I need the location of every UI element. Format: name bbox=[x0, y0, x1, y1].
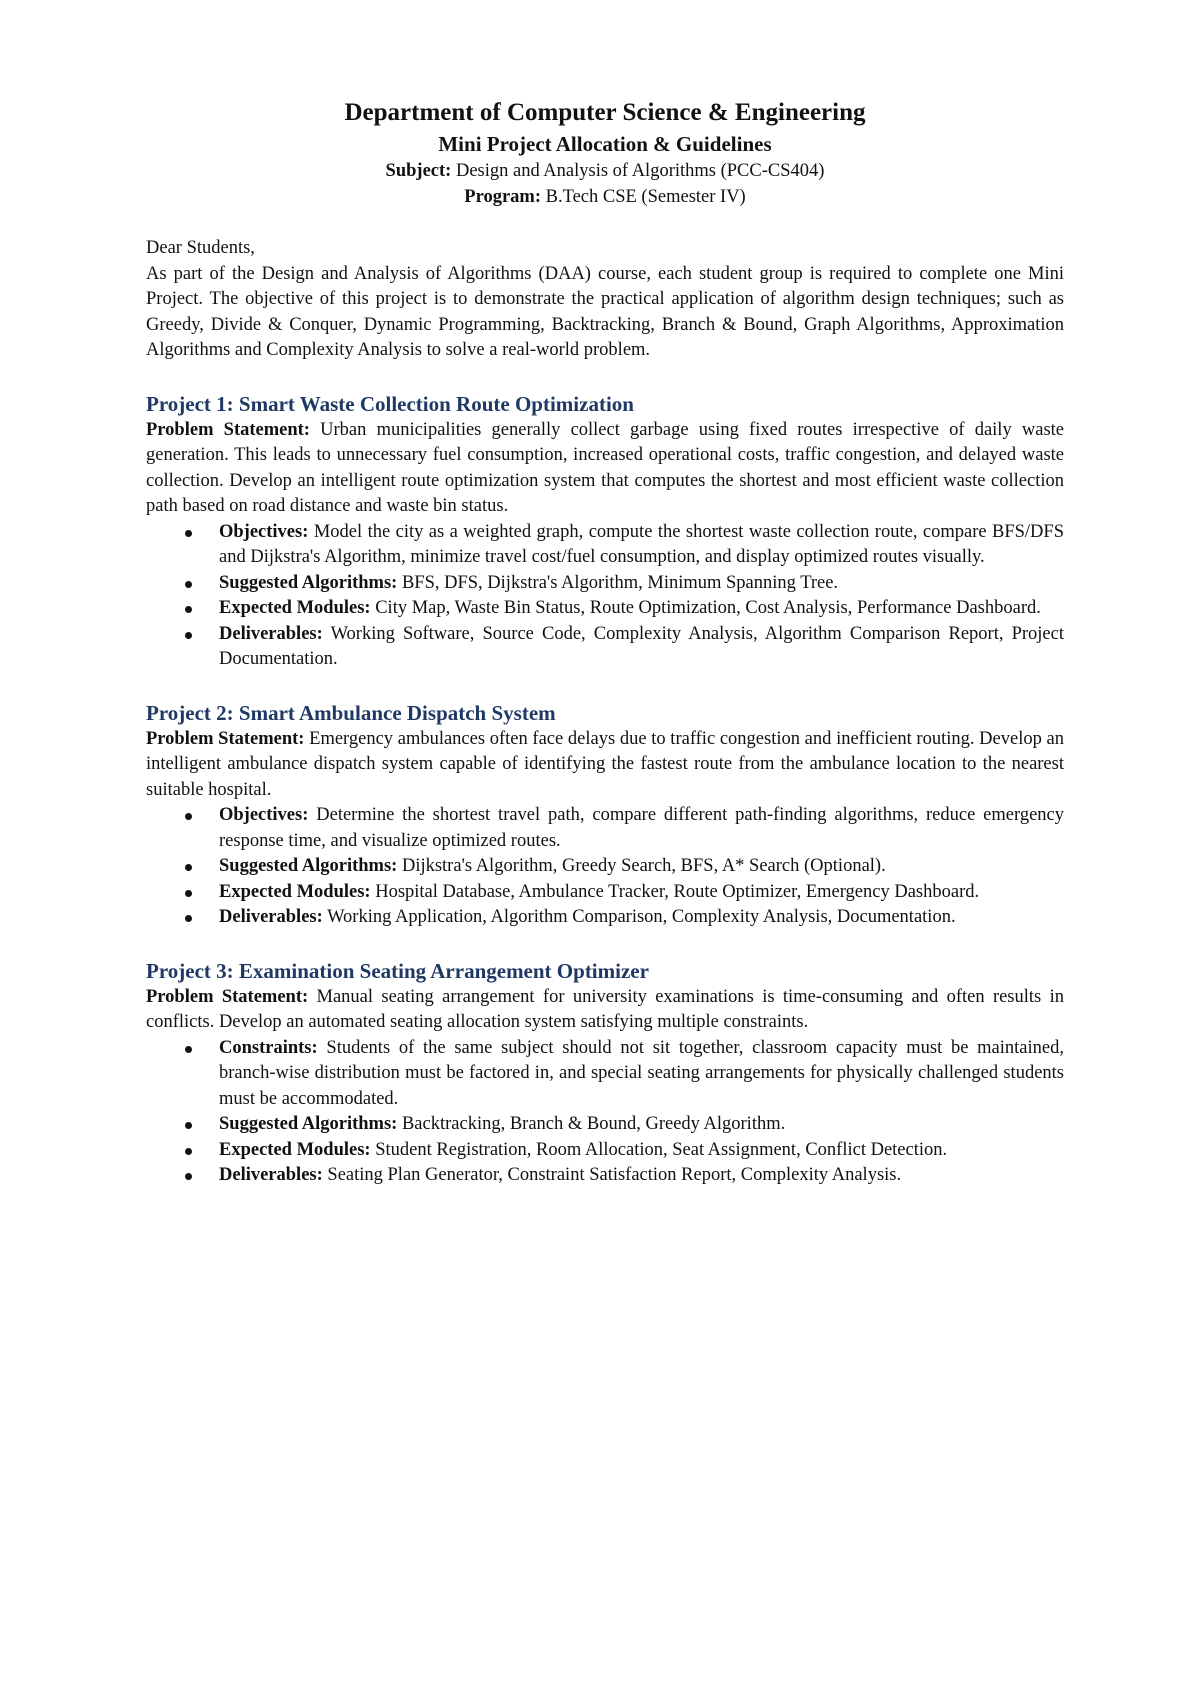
project-bullet-list bbox=[146, 520, 1064, 673]
bullet-deliverables bbox=[219, 622, 1064, 673]
project-section bbox=[146, 957, 1064, 1189]
bullet-label: Expected Modules: bbox=[219, 1139, 371, 1160]
bullet-deliverables bbox=[219, 905, 1064, 931]
project-bullet-list bbox=[146, 1036, 1064, 1189]
bullet-label: Expected Modules: bbox=[219, 598, 371, 618]
subject-line bbox=[146, 158, 1064, 184]
bullet-label: Suggested Algorithms: bbox=[219, 1114, 398, 1134]
bullet-text: BFS, DFS, Dijkstra's Algorithm, Minimum Spanning Tree. bbox=[397, 572, 839, 593]
bullet-label: Deliverables: bbox=[219, 623, 323, 644]
bullet-objectives bbox=[219, 520, 1064, 571]
bullet-label: Objectives: bbox=[219, 521, 309, 542]
problem-statement bbox=[146, 418, 1064, 520]
bullet-label: Deliverables: bbox=[219, 907, 323, 927]
bullet-label: Objectives: bbox=[219, 805, 309, 825]
problem-text: Emergency ambulances often face delays due to traffic congestion and inefficient routing. Develop an intelligent ambulance dispatch system capable of identifying the fastest route from the ambulance location to the nearest suitable hospital. bbox=[146, 728, 1064, 800]
bullet-text: Dijkstra's Algorithm, Greedy Search, BFS, A* Search (Optional). bbox=[397, 856, 886, 876]
bullet-expected-modules bbox=[219, 596, 1064, 622]
bullet-text: Determine the shortest travel path, compare different path-finding algorithms, reduce emergency response time, and visualize optimized routes. bbox=[219, 805, 1064, 851]
problem-label: Problem Statement: bbox=[146, 728, 305, 749]
bullet-deliverables bbox=[219, 1163, 1064, 1189]
problem-label: Problem Statement: bbox=[146, 986, 309, 1007]
document-header bbox=[146, 96, 1064, 210]
bullet-expected-modules bbox=[219, 1138, 1064, 1164]
bullet-label: Constraints: bbox=[219, 1037, 318, 1058]
bullet-suggested-algorithms bbox=[219, 854, 1064, 880]
project-title: Project 1: Smart Waste Collection Route Optimization bbox=[146, 391, 634, 416]
bullet-text: Student Registration, Room Allocation, Seat Assignment, Conflict Detection. bbox=[370, 1139, 948, 1160]
bullet-expected-modules bbox=[219, 880, 1064, 906]
greeting: Dear Students, bbox=[146, 238, 255, 258]
bullet-text: Hospital Database, Ambulance Tracker, Route Optimizer, Emergency Dashboard. bbox=[370, 881, 980, 902]
subject-label: Subject: bbox=[385, 161, 452, 181]
bullet-constraints bbox=[219, 1036, 1064, 1113]
project-bullet-list bbox=[146, 803, 1064, 931]
program-value: B.Tech CSE (Semester IV) bbox=[540, 187, 746, 207]
bullet-text: Seating Plan Generator, Constraint Satisfaction Report, Complexity Analysis. bbox=[322, 1165, 902, 1185]
bullet-text: City Map, Waste Bin Status, Route Optimization, Cost Analysis, Performance Dashboard. bbox=[370, 598, 1041, 618]
program-label: Program: bbox=[464, 187, 541, 207]
project-section bbox=[146, 390, 1064, 673]
document-subtitle: Mini Project Allocation & Guidelines bbox=[438, 132, 772, 156]
problem-statement bbox=[146, 985, 1064, 1036]
bullet-text: Backtracking, Branch & Bound, Greedy Algorithm. bbox=[397, 1114, 786, 1134]
document-page bbox=[146, 96, 1064, 1189]
bullet-text: Working Application, Algorithm Comparison, Complexity Analysis, Documentation. bbox=[322, 907, 956, 927]
intro-section bbox=[146, 236, 1064, 364]
bullet-suggested-algorithms bbox=[219, 1112, 1064, 1138]
bullet-label: Suggested Algorithms: bbox=[219, 856, 398, 876]
bullet-objectives bbox=[219, 803, 1064, 854]
program-line bbox=[146, 184, 1064, 210]
bullet-text: Model the city as a weighted graph, compute the shortest waste collection route, compare BFS/DFS and Dijkstra's Algorithm, minimize travel cost/fuel consumption, and display optimized routes visually. bbox=[219, 521, 1064, 567]
intro-paragraph: As part of the Design and Analysis of Algorithms (DAA) course, each student group is required to complete one Mini Project. The objective of this project is to demonstrate the practical application of algorithm design techniques; such as Greedy, Divide & Conquer, Dynamic Programming, Backtracking, Branch & Bound, Graph Algorithms, Approximation Algorithms and Complexity Analysis to solve a real-world problem. bbox=[146, 263, 1064, 360]
department-title: Department of Computer Science & Engineering bbox=[344, 99, 866, 126]
bullet-suggested-algorithms bbox=[219, 571, 1064, 597]
subject-value: Design and Analysis of Algorithms (PCC-CS404) bbox=[451, 161, 825, 181]
problem-text: Manual seating arrangement for university examinations is time-consuming and often results in conflicts. Develop an automated seating allocation system satisfying multiple constraints. bbox=[146, 986, 1064, 1032]
project-section bbox=[146, 699, 1064, 931]
problem-label: Problem Statement: bbox=[146, 419, 310, 440]
bullet-label: Deliverables: bbox=[219, 1165, 323, 1185]
bullet-text: Working Software, Source Code, Complexity Analysis, Algorithm Comparison Report, Project Documentation. bbox=[219, 623, 1064, 669]
problem-text: Urban municipalities generally collect garbage using fixed routes irrespective of daily waste generation. This leads to unnecessary fuel consumption, increased operational costs, traffic congestion, and delayed waste collection. Develop an intelligent route optimization system that computes the shortest and most efficient waste collection path based on road distance and waste bin status. bbox=[146, 419, 1064, 516]
bullet-label: Expected Modules: bbox=[219, 881, 371, 902]
bullet-text: Students of the same subject should not sit together, classroom capacity must be maintained, branch-wise distribution must be factored in, and special seating arrangements for physically challenged students must be accommodated. bbox=[219, 1037, 1064, 1109]
problem-statement bbox=[146, 727, 1064, 804]
bullet-label: Suggested Algorithms: bbox=[219, 572, 398, 593]
project-title: Project 2: Smart Ambulance Dispatch System bbox=[146, 700, 556, 725]
project-title: Project 3: Examination Seating Arrangement Optimizer bbox=[146, 958, 649, 983]
